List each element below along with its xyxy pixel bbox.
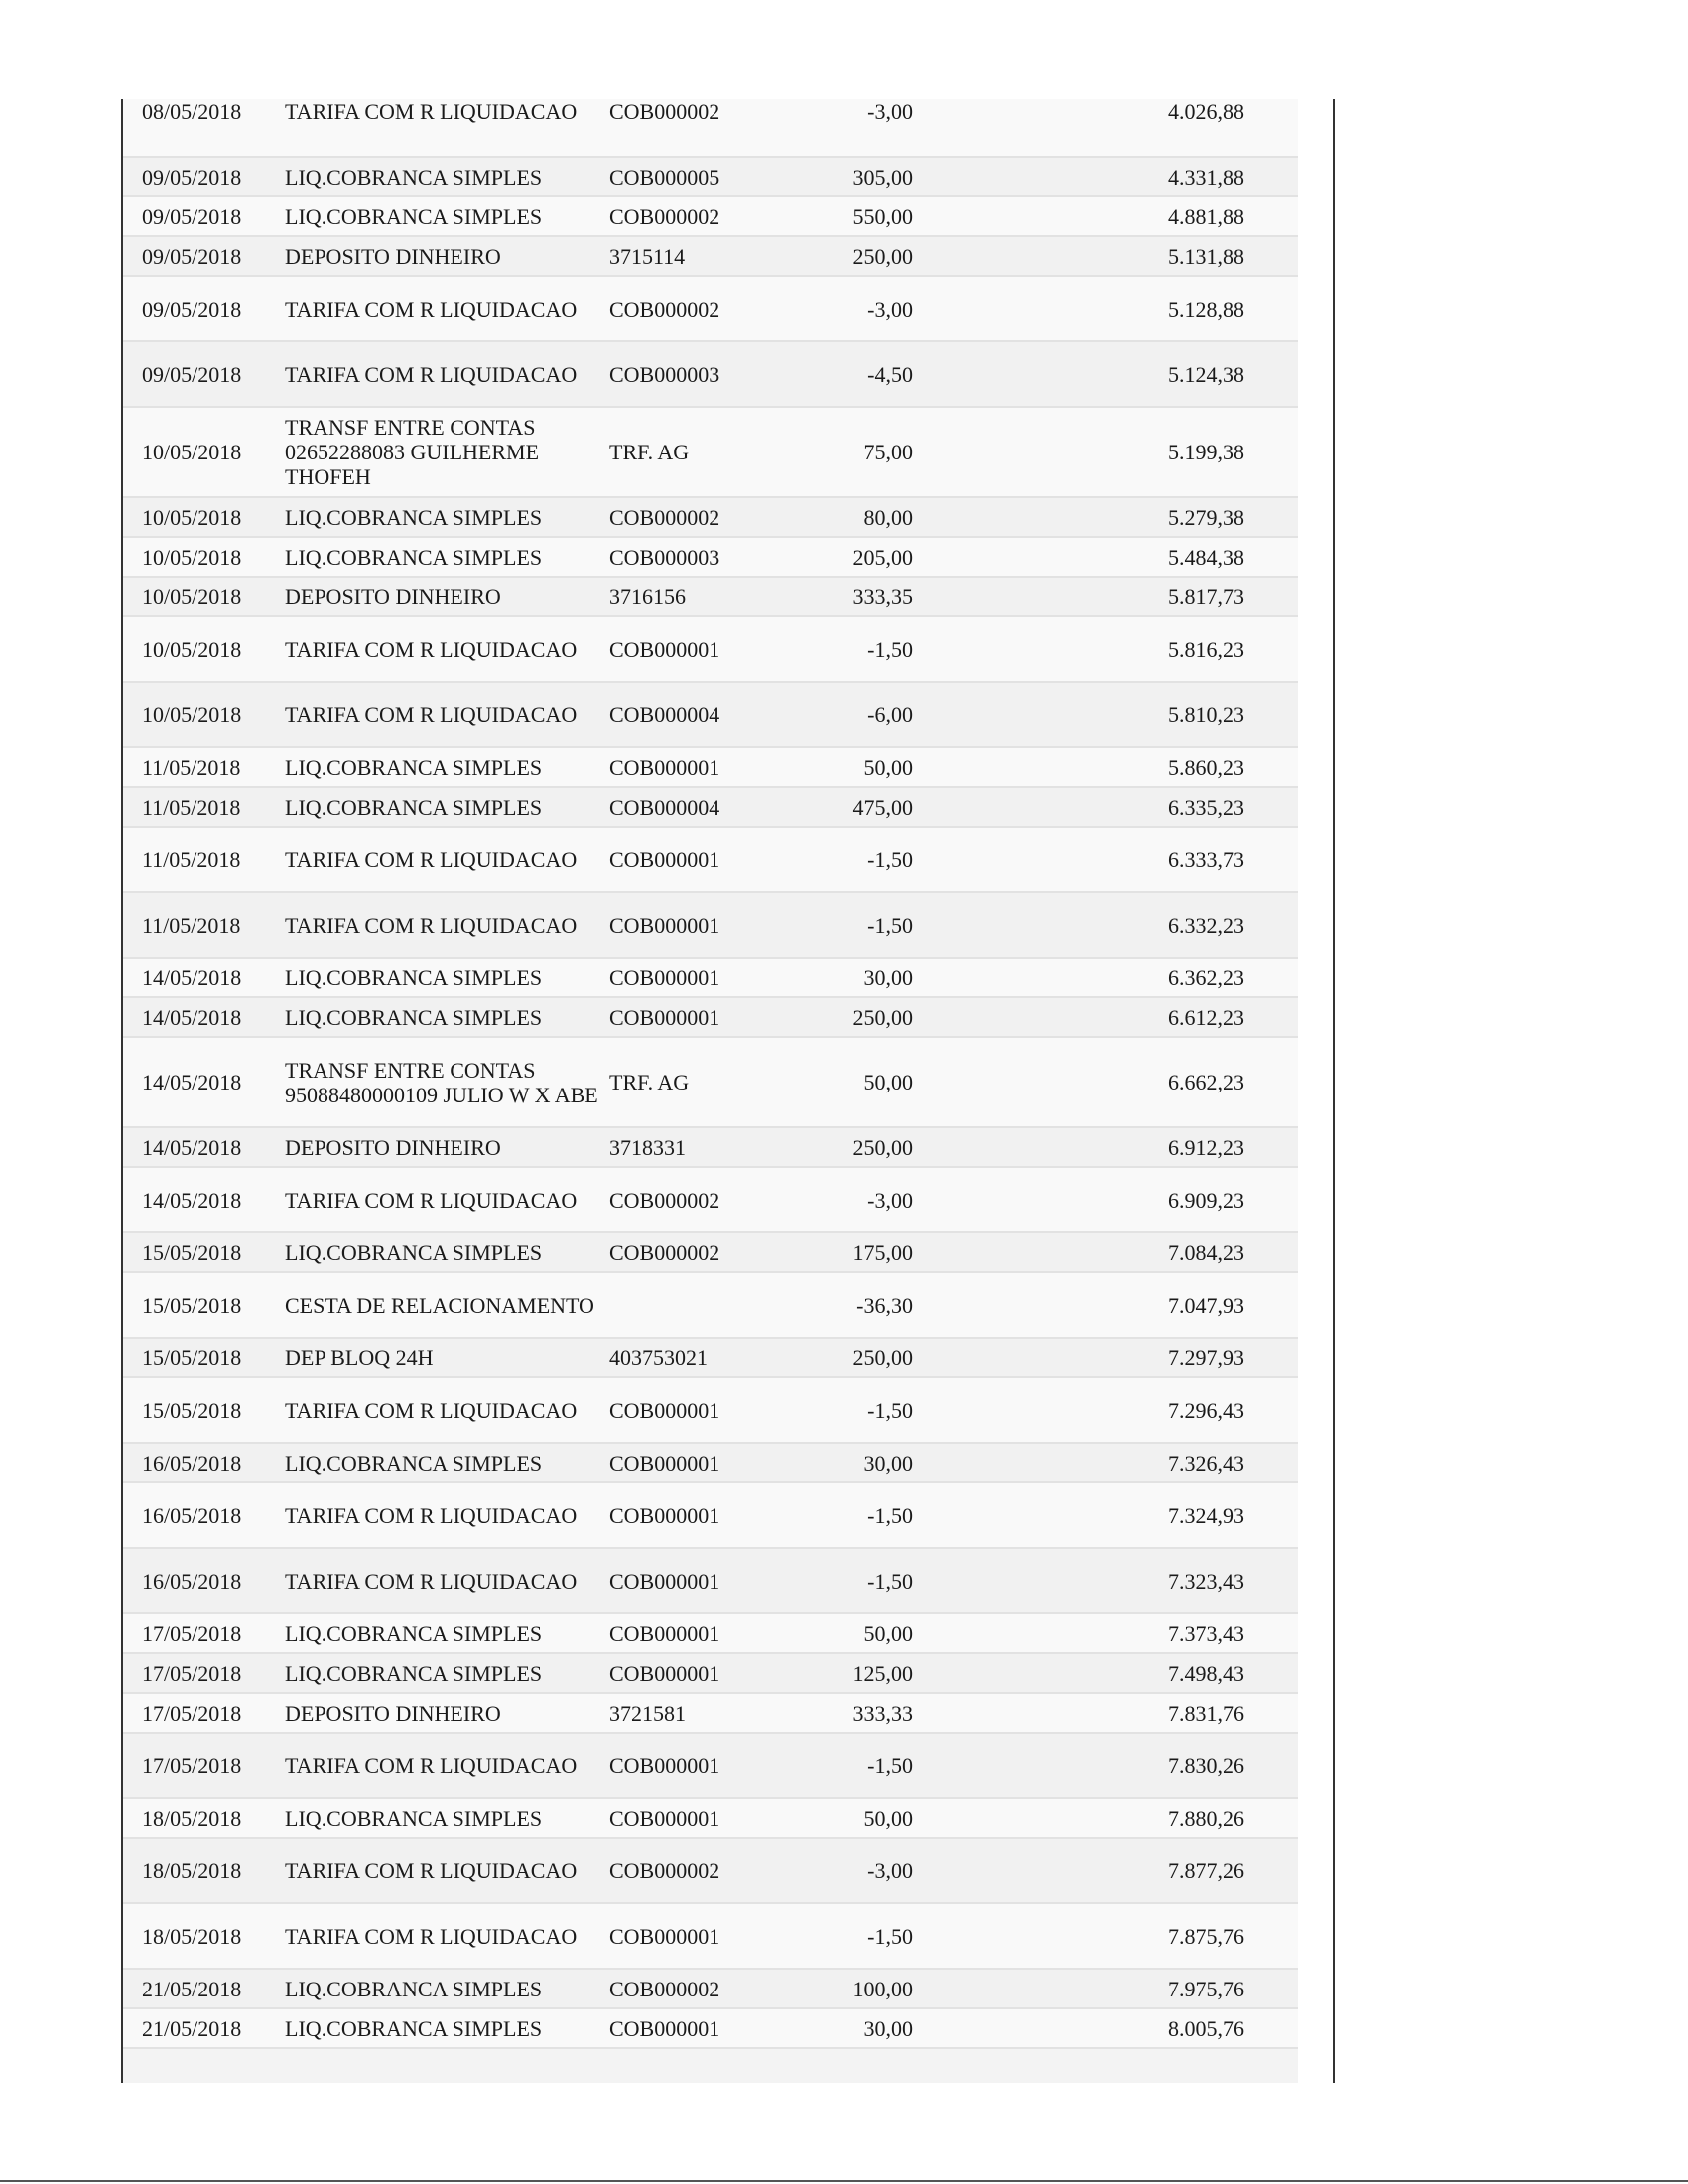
row-balance: 4.026,88 [1168, 99, 1244, 124]
row-document: COB000001 [609, 1923, 720, 1949]
row-date: 18/05/2018 [142, 1923, 242, 1949]
row-date: 17/05/2018 [142, 1752, 242, 1778]
row-document: COB000001 [609, 1805, 720, 1831]
row-balance: 7.323,43 [1168, 1568, 1244, 1594]
table-row [123, 1839, 1298, 1904]
row-balance: 5.199,38 [1168, 440, 1244, 464]
row-date: 21/05/2018 [142, 2015, 242, 2041]
row-value: -1,50 [867, 1568, 913, 1594]
row-date: 14/05/2018 [142, 1187, 242, 1213]
row-description: TARIFA COM R LIQUIDACAO [285, 846, 578, 872]
row-document: COB000001 [609, 636, 720, 662]
row-balance: 5.279,38 [1168, 504, 1244, 530]
row-document: COB000002 [609, 1187, 720, 1213]
row-description: TARIFA COM R LIQUIDACAO [285, 636, 578, 662]
row-document: COB000001 [609, 912, 720, 938]
table-row [123, 748, 1298, 788]
row-description: DEPOSITO DINHEIRO [285, 1134, 501, 1160]
row-document: COB000004 [609, 702, 720, 727]
table-row [123, 893, 1298, 959]
row-balance: 7.084,23 [1168, 1239, 1244, 1265]
row-value: -3,00 [867, 99, 913, 124]
row-description: TRANSF ENTRE CONTAS 02652288083 GUILHERME THOFEH [285, 415, 540, 489]
row-value: 80,00 [863, 504, 913, 530]
table-row [123, 2009, 1298, 2049]
row-document: COB000001 [609, 754, 720, 780]
row-description: LIQ.COBRANCA SIMPLES [285, 164, 543, 190]
table-row [123, 1799, 1298, 1839]
row-date: 11/05/2018 [142, 754, 241, 780]
row-date: 15/05/2018 [142, 1292, 242, 1318]
row-date: 09/05/2018 [142, 203, 242, 229]
row-value: 250,00 [852, 243, 913, 269]
row-description: TARIFA COM R LIQUIDACAO [285, 361, 578, 387]
row-description: LIQ.COBRANCA SIMPLES [285, 1450, 543, 1476]
row-value: 50,00 [863, 1070, 913, 1094]
row-description: TARIFA COM R LIQUIDACAO [285, 1502, 578, 1528]
row-description: TARIFA COM R LIQUIDACAO [285, 1397, 578, 1423]
row-description: TARIFA COM R LIQUIDACAO [285, 702, 578, 727]
row-date: 08/05/2018 [142, 99, 242, 124]
row-date: 15/05/2018 [142, 1239, 242, 1265]
table-row [123, 237, 1298, 277]
row-description: TARIFA COM R LIQUIDACAO [285, 1568, 578, 1594]
row-value: 30,00 [863, 964, 913, 990]
row-description: TARIFA COM R LIQUIDACAO [285, 1858, 578, 1883]
table-row [123, 1483, 1298, 1549]
row-document: COB000001 [609, 1004, 720, 1030]
table-row [123, 1904, 1298, 1970]
row-value: 30,00 [863, 2015, 913, 2041]
row-date: 17/05/2018 [142, 1620, 242, 1646]
row-document: COB000002 [609, 1976, 720, 2001]
row-document: COB000002 [609, 1858, 720, 1883]
row-balance: 7.880,26 [1168, 1805, 1244, 1831]
row-value: 333,33 [852, 1700, 913, 1726]
row-balance: 6.662,23 [1168, 1070, 1244, 1094]
row-balance: 6.912,23 [1168, 1134, 1244, 1160]
table-row [123, 1444, 1298, 1483]
row-description: TARIFA COM R LIQUIDACAO [285, 912, 578, 938]
row-document: COB000001 [609, 1660, 720, 1686]
row-document: COB000005 [609, 164, 720, 190]
table-row [123, 617, 1298, 683]
row-document: COB000001 [609, 1620, 720, 1646]
row-document: COB000002 [609, 203, 720, 229]
row-value: -1,50 [867, 636, 913, 662]
row-value: 30,00 [863, 1450, 913, 1476]
row-description: LIQ.COBRANCA SIMPLES [285, 1976, 543, 2001]
row-value: -1,50 [867, 1397, 913, 1423]
table-row [123, 158, 1298, 197]
row-balance: 7.297,93 [1168, 1345, 1244, 1370]
row-description: DEP BLOQ 24H [285, 1345, 434, 1370]
table-row [123, 1038, 1298, 1128]
row-balance: 5.128,88 [1168, 296, 1244, 321]
table-row [123, 828, 1298, 893]
table-row [123, 788, 1298, 828]
row-document: COB000002 [609, 1239, 720, 1265]
row-document: COB000002 [609, 99, 720, 124]
row-value: 205,00 [852, 544, 913, 570]
row-description: DEPOSITO DINHEIRO [285, 1700, 501, 1726]
row-balance: 5.810,23 [1168, 702, 1244, 727]
row-description: LIQ.COBRANCA SIMPLES [285, 504, 543, 530]
row-balance: 8.005,76 [1168, 2015, 1244, 2041]
table-row [123, 1273, 1298, 1339]
row-value: 50,00 [863, 1805, 913, 1831]
row-balance: 7.047,93 [1168, 1292, 1244, 1318]
row-date: 17/05/2018 [142, 1660, 242, 1686]
row-document: COB000002 [609, 504, 720, 530]
table-row [123, 959, 1298, 998]
row-date: 10/05/2018 [142, 702, 242, 727]
row-document: COB000001 [609, 1752, 720, 1778]
row-description: CESTA DE RELACIONAMENTO [285, 1292, 594, 1318]
row-date: 14/05/2018 [142, 1134, 242, 1160]
row-document: 3718331 [609, 1134, 686, 1160]
row-document: TRF. AG [609, 1070, 690, 1094]
row-date: 11/05/2018 [142, 794, 241, 820]
row-date: 15/05/2018 [142, 1345, 242, 1370]
row-description: LIQ.COBRANCA SIMPLES [285, 794, 543, 820]
row-document: 3716156 [609, 583, 686, 609]
table-row [123, 1970, 1298, 2009]
row-date: 11/05/2018 [142, 846, 241, 872]
table-row [123, 498, 1298, 538]
row-description: LIQ.COBRANCA SIMPLES [285, 544, 543, 570]
table-row [123, 683, 1298, 748]
row-date: 14/05/2018 [142, 1070, 242, 1094]
row-balance: 5.817,73 [1168, 583, 1244, 609]
row-balance: 5.860,23 [1168, 754, 1244, 780]
row-value: -3,00 [867, 1187, 913, 1213]
table-row [123, 1614, 1298, 1654]
row-date: 09/05/2018 [142, 243, 242, 269]
table-row [123, 99, 1298, 158]
row-balance: 4.881,88 [1168, 203, 1244, 229]
table-row [123, 538, 1298, 578]
row-balance: 6.332,23 [1168, 912, 1244, 938]
row-balance: 7.831,76 [1168, 1700, 1244, 1726]
row-date: 10/05/2018 [142, 636, 242, 662]
row-date: 10/05/2018 [142, 583, 242, 609]
row-date: 16/05/2018 [142, 1502, 242, 1528]
row-description: LIQ.COBRANCA SIMPLES [285, 1004, 543, 1030]
row-document: COB000001 [609, 846, 720, 872]
row-description: LIQ.COBRANCA SIMPLES [285, 203, 543, 229]
row-balance: 5.816,23 [1168, 636, 1244, 662]
table-row [123, 1549, 1298, 1614]
row-value: 250,00 [852, 1134, 913, 1160]
row-description: LIQ.COBRANCA SIMPLES [285, 1620, 543, 1646]
row-date: 17/05/2018 [142, 1700, 242, 1726]
row-document: COB000001 [609, 1397, 720, 1423]
row-balance: 7.326,43 [1168, 1450, 1244, 1476]
row-description: TRANSF ENTRE CONTAS 95088480000109 JULIO W X ABE [285, 1057, 598, 1107]
row-balance: 6.612,23 [1168, 1004, 1244, 1030]
row-date: 09/05/2018 [142, 361, 242, 387]
row-date: 10/05/2018 [142, 544, 242, 570]
row-value: 333,35 [852, 583, 913, 609]
row-value: 550,00 [852, 203, 913, 229]
row-balance: 5.124,38 [1168, 361, 1244, 387]
row-value: -4,50 [867, 361, 913, 387]
page-frame-bottom [0, 2180, 1688, 2182]
row-document: 3721581 [609, 1700, 686, 1726]
row-date: 15/05/2018 [142, 1397, 242, 1423]
table-row [123, 1654, 1298, 1694]
row-value: -6,00 [867, 702, 913, 727]
row-value: 175,00 [852, 1239, 913, 1265]
row-description: TARIFA COM R LIQUIDACAO [285, 99, 578, 124]
row-document: COB000001 [609, 1450, 720, 1476]
table-row [123, 342, 1298, 408]
row-date: 10/05/2018 [142, 440, 242, 464]
row-description: LIQ.COBRANCA SIMPLES [285, 754, 543, 780]
row-document: 3715114 [609, 243, 686, 269]
table-row [123, 578, 1298, 617]
row-balance: 7.498,43 [1168, 1660, 1244, 1686]
row-balance: 6.362,23 [1168, 964, 1244, 990]
row-date: 16/05/2018 [142, 1450, 242, 1476]
table-row [123, 1339, 1298, 1378]
statement-sheet [123, 99, 1298, 2083]
table-row [123, 1734, 1298, 1799]
row-value: 50,00 [863, 754, 913, 780]
row-document: COB000001 [609, 1502, 720, 1528]
table-row [123, 1233, 1298, 1273]
row-balance: 7.296,43 [1168, 1397, 1244, 1423]
row-document: TRF. AG [609, 440, 690, 464]
row-value: -36,30 [856, 1292, 913, 1318]
row-description: DEPOSITO DINHEIRO [285, 583, 501, 609]
row-balance: 7.975,76 [1168, 1976, 1244, 2001]
row-balance: 6.335,23 [1168, 794, 1244, 820]
row-description: LIQ.COBRANCA SIMPLES [285, 2015, 543, 2041]
row-document: COB000001 [609, 964, 720, 990]
row-balance: 7.875,76 [1168, 1923, 1244, 1949]
row-balance: 7.877,26 [1168, 1858, 1244, 1883]
row-value: -3,00 [867, 1858, 913, 1883]
row-value: 250,00 [852, 1004, 913, 1030]
row-value: -1,50 [867, 1752, 913, 1778]
row-balance: 4.331,88 [1168, 164, 1244, 190]
row-value: -1,50 [867, 912, 913, 938]
row-value: -1,50 [867, 1502, 913, 1528]
row-description: LIQ.COBRANCA SIMPLES [285, 1805, 543, 1831]
row-value: 75,00 [863, 440, 913, 464]
row-date: 16/05/2018 [142, 1568, 242, 1594]
row-balance: 5.484,38 [1168, 544, 1244, 570]
row-document: 403753021 [609, 1345, 708, 1370]
table-row [123, 1378, 1298, 1444]
page-frame-right [1333, 99, 1335, 2083]
row-balance: 6.909,23 [1168, 1187, 1244, 1213]
row-document: COB000003 [609, 361, 720, 387]
row-document: COB000001 [609, 2015, 720, 2041]
row-value: 305,00 [852, 164, 913, 190]
row-date: 09/05/2018 [142, 296, 242, 321]
row-value: -1,50 [867, 1923, 913, 1949]
row-date: 18/05/2018 [142, 1858, 242, 1883]
row-value: -1,50 [867, 846, 913, 872]
row-description: TARIFA COM R LIQUIDACAO [285, 1923, 578, 1949]
row-document: COB000001 [609, 1568, 720, 1594]
table-row [123, 408, 1298, 498]
row-balance: 7.324,93 [1168, 1502, 1244, 1528]
row-description: LIQ.COBRANCA SIMPLES [285, 964, 543, 990]
row-date: 21/05/2018 [142, 1976, 242, 2001]
row-date: 18/05/2018 [142, 1805, 242, 1831]
row-date: 14/05/2018 [142, 964, 242, 990]
table-row [123, 197, 1298, 237]
row-value: -3,00 [867, 296, 913, 321]
row-date: 09/05/2018 [142, 164, 242, 190]
row-document: COB000003 [609, 544, 720, 570]
row-value: 250,00 [852, 1345, 913, 1370]
row-document: COB000004 [609, 794, 720, 820]
table-row [123, 998, 1298, 1038]
table-row [123, 1168, 1298, 1233]
row-date: 11/05/2018 [142, 912, 241, 938]
row-description: LIQ.COBRANCA SIMPLES [285, 1239, 543, 1265]
row-date: 10/05/2018 [142, 504, 242, 530]
row-description: TARIFA COM R LIQUIDACAO [285, 296, 578, 321]
row-description: TARIFA COM R LIQUIDACAO [285, 1752, 578, 1778]
row-description: LIQ.COBRANCA SIMPLES [285, 1660, 543, 1686]
row-value: 50,00 [863, 1620, 913, 1646]
row-balance: 7.373,43 [1168, 1620, 1244, 1646]
row-description: DEPOSITO DINHEIRO [285, 243, 501, 269]
table-row [123, 1128, 1298, 1168]
row-value: 100,00 [852, 1976, 913, 2001]
table-row [123, 277, 1298, 342]
row-value: 475,00 [852, 794, 913, 820]
row-balance: 5.131,88 [1168, 243, 1244, 269]
row-document: COB000002 [609, 296, 720, 321]
statement-table [123, 99, 1298, 2049]
row-balance: 7.830,26 [1168, 1752, 1244, 1778]
row-value: 125,00 [852, 1660, 913, 1686]
row-description: TARIFA COM R LIQUIDACAO [285, 1187, 578, 1213]
row-date: 14/05/2018 [142, 1004, 242, 1030]
row-balance: 6.333,73 [1168, 846, 1244, 872]
table-row [123, 1694, 1298, 1734]
